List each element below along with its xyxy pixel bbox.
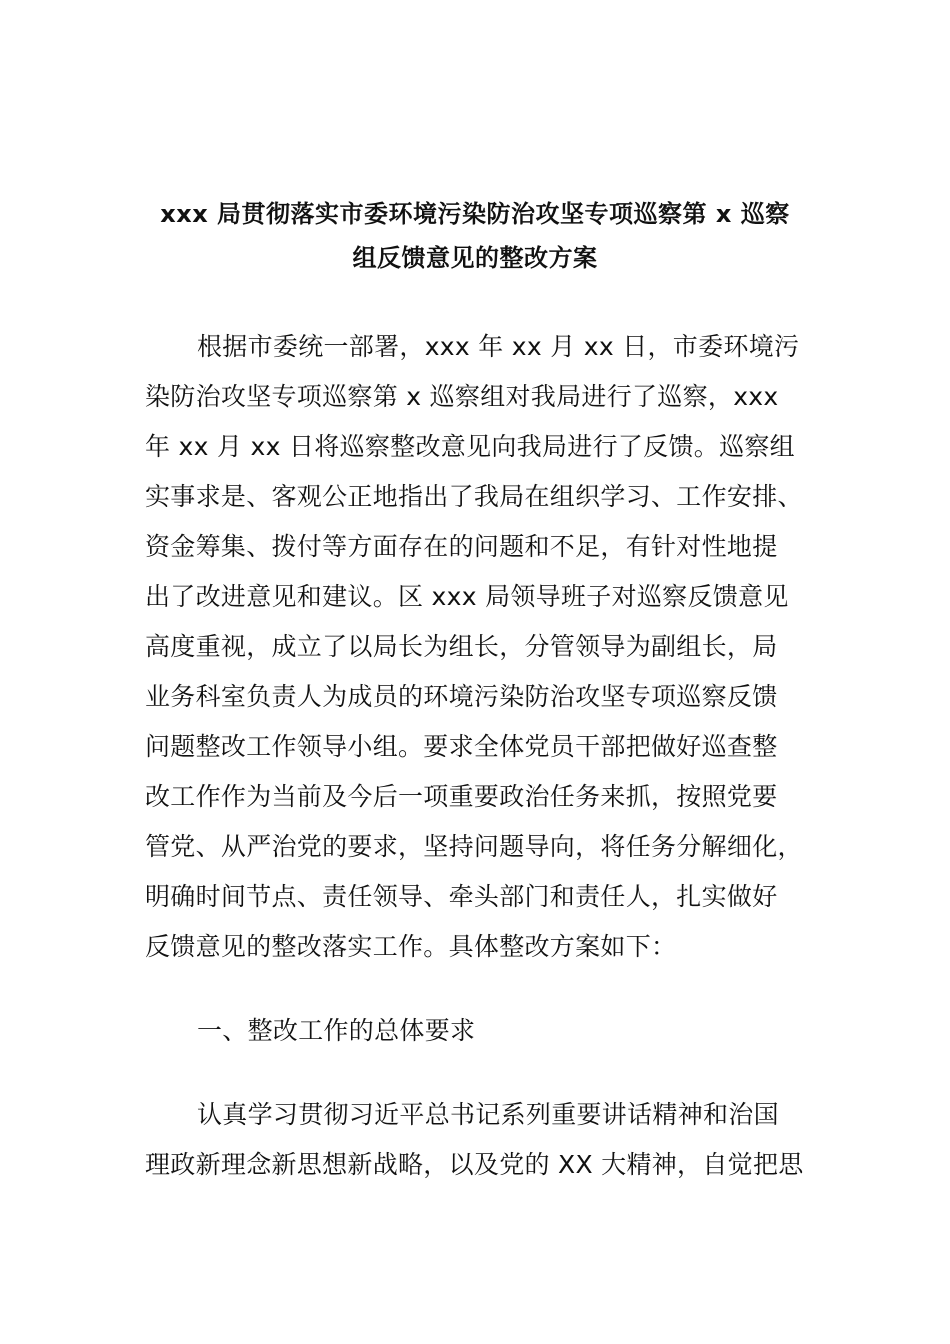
- paragraph-line: 问题整改工作领导小组。要求全体党员干部把做好巡查整: [145, 732, 778, 761]
- paragraph-line: 年 xx 月 xx 日将巡察整改意见向我局进行了反馈。巡察组: [145, 432, 795, 461]
- section-heading: [145, 1006, 805, 1056]
- paragraph-line: 出了改进意见和建议。区 xxx 局领导班子对巡察反馈意见: [145, 582, 789, 611]
- title-line: xxx 局贯彻落实市委环境污染防治攻坚专项巡察第 x 巡察: [160, 200, 790, 228]
- paragraph-line: 管党、从严治党的要求，坚持问题导向，将任务分解细化，: [145, 832, 803, 861]
- paragraph-line: 认真学习贯彻习近平总书记系列重要讲话精神和治国: [197, 1100, 779, 1129]
- paragraph-line: 染防治攻坚专项巡察第 x 巡察组对我局进行了巡察，xxx: [145, 382, 779, 411]
- paragraph-line: 业务科室负责人为成员的环境污染防治攻坚专项巡察反馈: [145, 682, 778, 711]
- paragraph-line: 资金筹集、拨付等方面存在的问题和不足，有针对性地提: [145, 532, 778, 561]
- paragraph-line: 实事求是、客观公正地指出了我局在组织学习、工作安排、: [145, 482, 803, 511]
- title-line: 组反馈意见的整改方案: [352, 244, 598, 272]
- section-paragraph: [145, 1090, 805, 1190]
- paragraph-line: 改工作作为当前及今后一项重要政治任务来抓，按照党要: [145, 782, 778, 811]
- intro-paragraph: [145, 322, 805, 972]
- paragraph-line: 根据市委统一部署，xxx 年 xx 月 xx 日，市委环境污: [197, 332, 800, 361]
- paragraph-line: 理政新理念新思想新战略，以及党的 XX 大精神，自觉把思: [145, 1150, 804, 1179]
- paragraph-line: 高度重视，成立了以局长为组长，分管领导为副组长，局: [145, 632, 778, 661]
- document-title: [145, 192, 805, 280]
- paragraph-line: 反馈意见的整改落实工作。具体整改方案如下：: [145, 932, 677, 961]
- paragraph-line: 明确时间节点、责任领导、牵头部门和责任人，扎实做好: [145, 882, 778, 911]
- section-heading-text: 一、整改工作的总体要求: [197, 1016, 476, 1045]
